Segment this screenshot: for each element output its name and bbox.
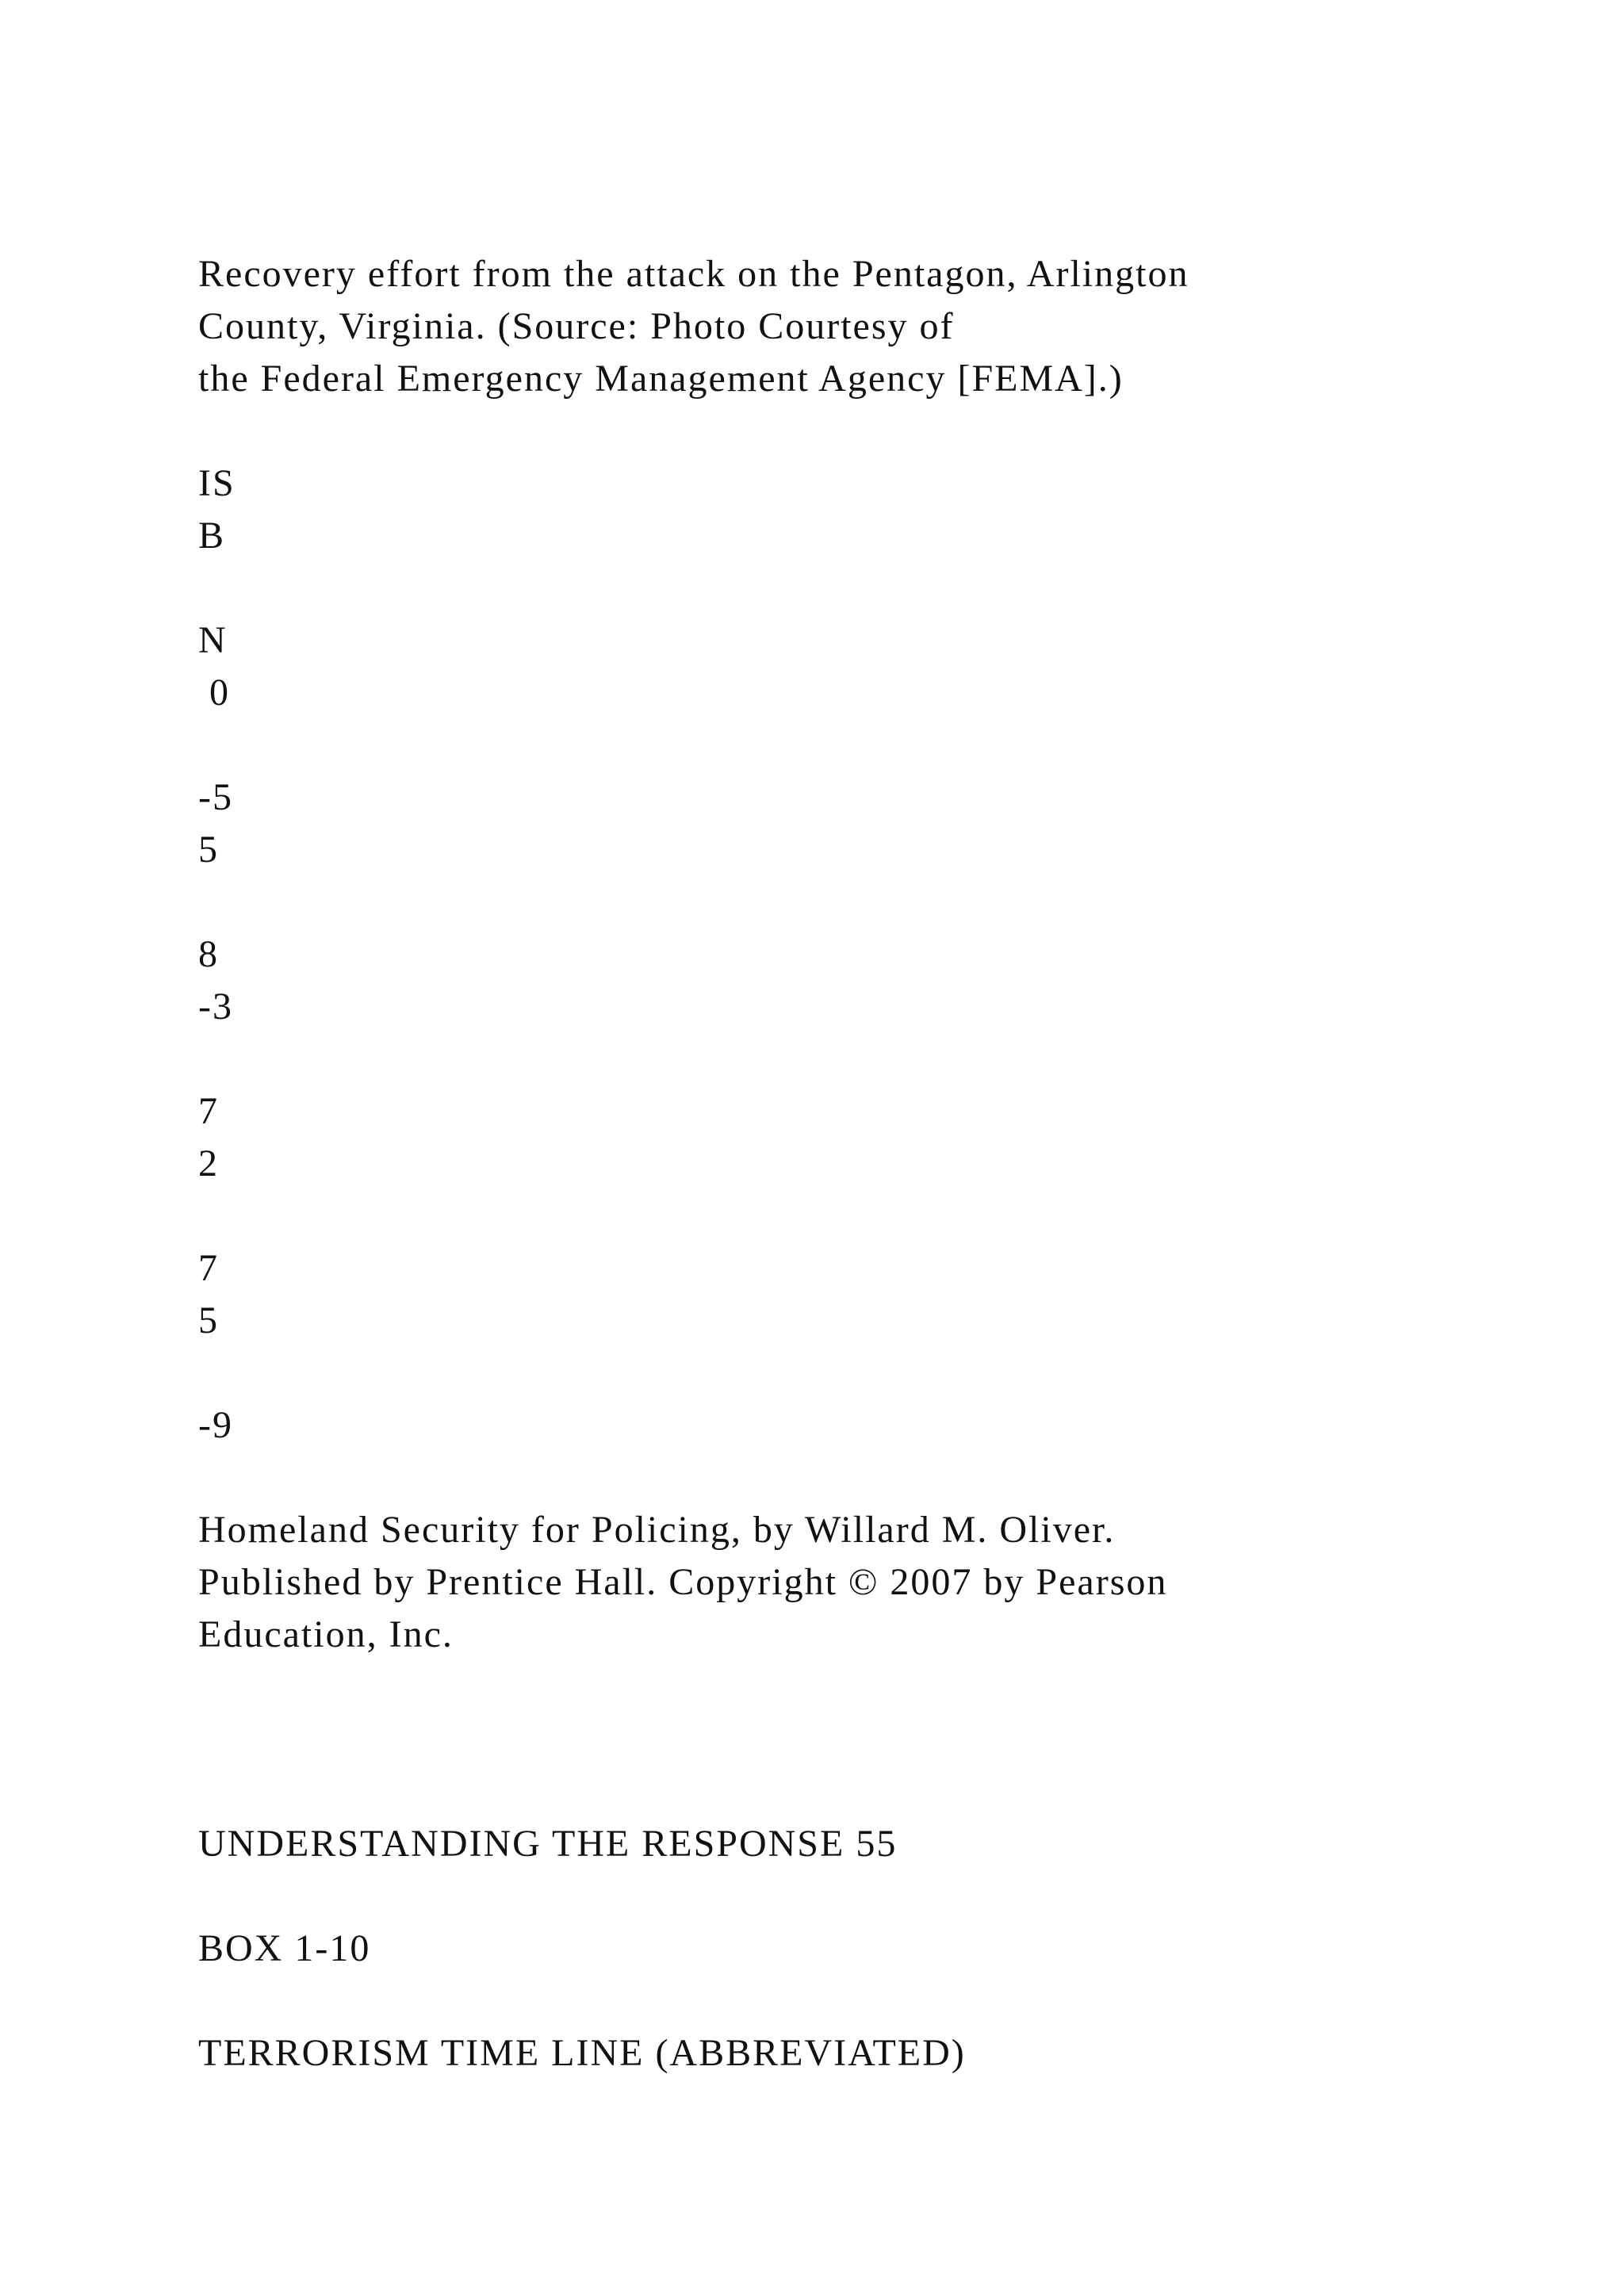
- isbn-fragment: B: [198, 515, 226, 557]
- box-title: TERRORISM TIME LINE (ABBREVIATED): [198, 2032, 966, 2074]
- isbn-fragment: -3: [198, 985, 233, 1027]
- copyright-line: Homeland Security for Policing, by Willard M. Oliver.: [198, 1509, 1116, 1551]
- isbn-fragment: IS: [198, 462, 236, 504]
- running-header: UNDERSTANDING THE RESPONSE 55: [198, 1823, 898, 1865]
- box-label: BOX 1-10: [198, 1927, 371, 1969]
- caption-line: Recovery effort from the attack on the Pentagon, Arlington: [198, 253, 1189, 295]
- isbn-fragment: -9: [198, 1404, 233, 1446]
- isbn-fragment: N: [198, 619, 228, 661]
- isbn-fragment: -5: [198, 776, 233, 818]
- caption-line: County, Virginia. (Source: Photo Courtesy of: [198, 305, 955, 347]
- isbn-fragment: 0: [198, 672, 230, 714]
- isbn-fragment: 2: [198, 1142, 219, 1184]
- isbn-fragment: 7: [198, 1247, 219, 1289]
- copyright-line: Education, Inc.: [198, 1613, 454, 1655]
- caption-line: the Federal Emergency Management Agency [FEMA].): [198, 358, 1124, 400]
- isbn-fragment: 5: [198, 828, 219, 871]
- isbn-fragment: 5: [198, 1299, 219, 1341]
- isbn-fragment: 7: [198, 1090, 219, 1132]
- isbn-fragment: 8: [198, 933, 219, 975]
- copyright-line: Published by Prentice Hall. Copyright © 2007 by Pearson: [198, 1561, 1168, 1603]
